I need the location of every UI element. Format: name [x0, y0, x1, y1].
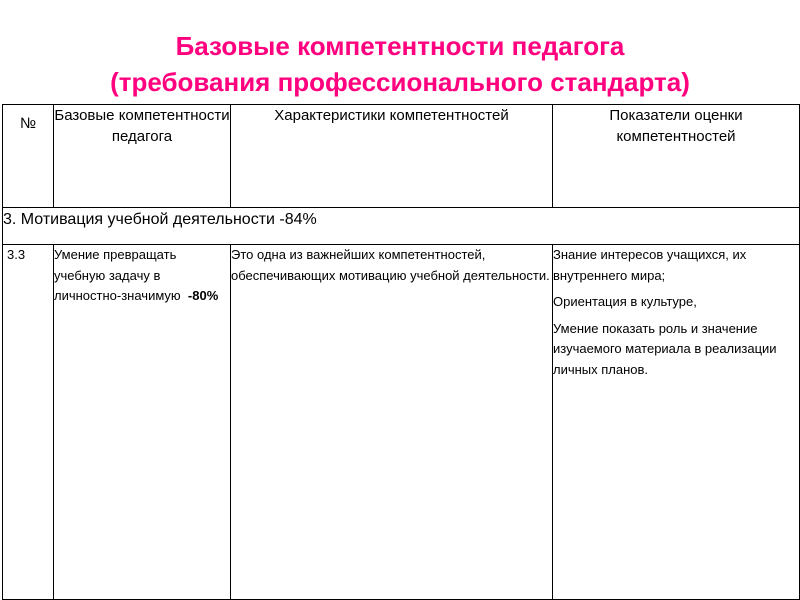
header-characteristics: Характеристики компетентностей — [231, 105, 553, 208]
row-competence: Умение превращать учебную задачу в личностно-значимую -80% — [54, 247, 219, 303]
row-competence-percent: -80% — [187, 288, 219, 303]
row-number: 3.3 — [3, 245, 54, 600]
section-label: 3. Мотивация учебной деятельности -84% — [3, 208, 800, 245]
row-indicators-cell — [553, 245, 800, 600]
header-indicators: Показатели оценки компетентностей — [553, 105, 800, 208]
indicator-item: Умение показать роль и значение изучаемого материала в реализации личных планов. — [553, 320, 777, 377]
header-number: № — [3, 105, 54, 208]
slide-title — [0, 28, 800, 100]
indicator-item: Ориентация в культуре, — [553, 294, 697, 309]
title-line-2: (требования профессионального стандарта) — [110, 67, 690, 97]
title-line-1: Базовые компетентности педагога — [175, 31, 625, 61]
table-row — [3, 245, 800, 600]
header-competence: Базовые компетентности педагога — [54, 105, 231, 208]
row-characteristics: Это одна из важнейших компетентностей, обеспечивающих мотивацию учебной деятельности. — [231, 245, 553, 600]
header-row — [3, 105, 800, 208]
indicator-item: Знание интересов учащихся, их внутреннего мира; — [553, 247, 747, 283]
competence-table — [2, 104, 800, 600]
row-competence-cell — [54, 245, 231, 600]
section-row — [3, 208, 800, 245]
